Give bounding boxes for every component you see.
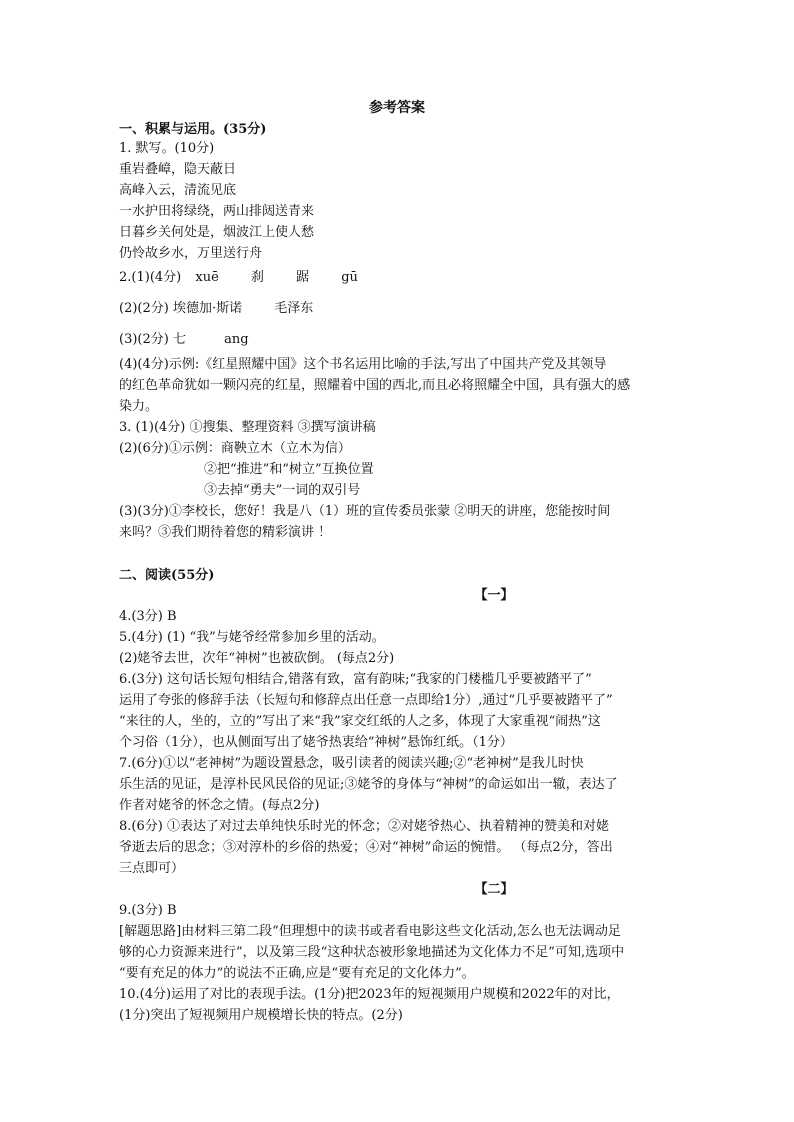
- answer-line: 7.(6分)①以“老神树”为题设置悬念，吸引读者的阅读兴趣;②“老神树”是我儿时快: [119, 756, 584, 771]
- q3-2-point: ③去掉“勇夫”一词的双引号: [204, 483, 361, 498]
- q1-line: 一水护田将绿绕，两山排闼送青来: [119, 204, 315, 219]
- q2-1: [119, 268, 358, 288]
- answer-line: (1分)突出了短视频用户规模增长快的特点。(2分): [119, 1008, 403, 1023]
- q1-line: 重岩叠嶂，隐天蔽日: [119, 162, 237, 177]
- q2-4-line: 染力。: [119, 399, 159, 414]
- q2-1-label: 2.(1)(4分): [119, 270, 182, 285]
- answer-line: 爷逝去后的思念；③对淳朴的乡俗的热爱；④对“神树”命运的惋惜。 （每点2分，答出: [119, 840, 613, 855]
- answer-line: 10.(4分)运用了对比的表现手法。(1分)把2023年的短视频用户规模和2022年的对比，: [119, 987, 620, 1002]
- q2-3-label: (3)(2分): [119, 332, 169, 347]
- q1-heading: 1. 默写。(10分): [119, 141, 215, 156]
- answer-line: “来往的人，坐的，立的”写出了来“我”家交红纸的人之多，体现了大家重视“闹热”这: [119, 714, 601, 729]
- q2-4-line: (4)(4分)示例:《红星照耀中国》这个书名运用比喻的手法,写出了中国共产党及其领导: [119, 357, 607, 372]
- answer-line: (2)姥爷去世，次年“神树”也被砍倒。 (每点2分): [119, 651, 395, 666]
- q2-4-line: 的红色革命犹如一颗闪亮的红星，照耀着中国的西北,而且必将照耀全中国，具有强大的感: [119, 378, 631, 393]
- q2-2-label: (2)(2分): [119, 301, 169, 316]
- answer-line: 4.(3分) B: [119, 609, 177, 624]
- q3-3-line: (3)(3分)①李校长，您好！我是八（1）班的宣传委员张蒙 ②明天的讲座，您能按时间: [119, 504, 611, 519]
- answer-line: [解题思路]由材料三第二段“但理想中的读书或者看电影这些文化活动,怎么也无法调动足: [119, 924, 621, 939]
- q2-2-item: 埃德加·斯诺: [172, 301, 243, 316]
- q2-3-item: 七: [172, 332, 186, 347]
- q2-3-item: ang: [224, 332, 249, 347]
- answer-line: 乐生活的见证，是淳朴民风民俗的见证;③姥爷的身体与“神树”的命运如出一辙，表达了: [119, 777, 618, 792]
- section-heading-1: 一、积累与运用。(35分): [119, 122, 267, 137]
- q3-2: (2)(6分)①示例：商鞅立木（立木为信）: [119, 441, 351, 456]
- q1-line: 仍怜故乡水，万里送行舟: [119, 246, 263, 261]
- q2-1-item: 踞: [296, 270, 310, 285]
- q2-1-item: gū: [341, 270, 358, 285]
- answer-line: 三点即可）: [119, 861, 185, 876]
- reading-part-2-heading: 【二】: [474, 882, 514, 897]
- section-heading-2: 二、阅读(55分): [119, 568, 215, 583]
- q1-line: 日暮乡关何处是，烟波江上使人愁: [119, 225, 315, 240]
- answer-line: 6.(3分) 这句话长短句相结合,错落有致，富有韵味;“我家的门楼槛几乎要被踏平了”: [119, 672, 592, 687]
- answer-line: 够的心力资源来进行”，以及第三段“这种状态被形象地描述为文化体力不足”可知,选项中: [119, 945, 625, 960]
- q2-2-item: 毛泽东: [274, 301, 314, 316]
- page-title: 参考答案: [369, 100, 425, 116]
- q2-1-item: 刹: [250, 270, 264, 285]
- answer-line: 9.(3分) B: [119, 903, 177, 918]
- answer-line: “要有充足的体力”的说法不正确,应是“要有充足的文化体力”。: [119, 966, 475, 981]
- answer-line: 作者对姥爷的怀念之情。(每点2分): [119, 798, 320, 813]
- answer-line: 运用了夸张的修辞手法（长短句和修辞点出任意一点即给1分）,通过“几乎要被踏平了”: [119, 693, 613, 708]
- reading-part-1-heading: 【一】: [474, 588, 514, 603]
- answer-line: 5.(4分) (1) “我”与姥爷经常参加乡里的活动。: [119, 630, 385, 645]
- q3-3-line: 来吗？③我们期待着您的精彩演讲 ！: [119, 525, 332, 540]
- q2-1-item: xuē: [195, 270, 219, 285]
- q1-line: 高峰入云，清流见底: [119, 183, 237, 198]
- q2-2: [119, 299, 313, 319]
- q3-2-point: ②把“推进”和“树立”互换位置: [204, 462, 374, 477]
- q3-1: 3. (1)(4分) ①搜集、整理资料 ③撰写演讲稿: [119, 420, 376, 435]
- answer-line: 个习俗（1分），也从侧面写出了姥爷热衷给“神树”悬饰红纸。（1分）: [119, 735, 513, 750]
- q2-3: [119, 330, 249, 350]
- answer-line: 8.(6分) ①表达了对过去单纯快乐时光的怀念；②对姥爷热心、执着精神的赞美和对姥: [119, 819, 609, 834]
